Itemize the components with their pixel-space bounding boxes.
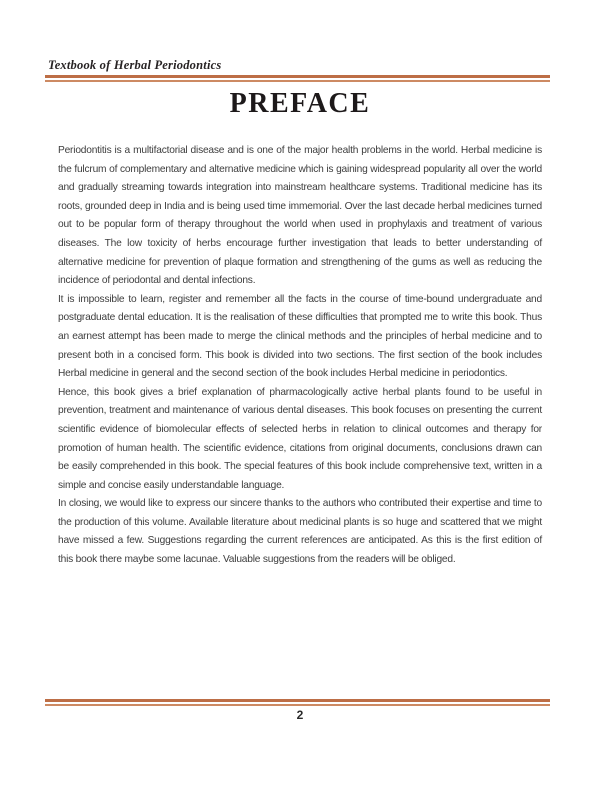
page-title: PREFACE [229, 88, 371, 119]
preface-paragraph: In closing, we would like to express our sincere thanks to the authors who contributed their expertise and time to the production of this volume. Available literature about medicinal plants is so huge and scattered that we might have missed a few. Suggestions regarding the current references are anticipated. As this is the first edition of this book there maybe some lacunae. Valuable suggestions from the readers will be obliged. [58, 498, 542, 566]
header-double-rule [45, 75, 550, 82]
preface-paragraph: Hence, this book gives a brief explanation of pharmacologically active herbal plants found to be useful in prevention, treatment and maintenance of various dental diseases. This book focuses on presenting the current scientific evidence of biomolecular effects of selected herbs in relation to clinical outcomes and therapy for promotion of human health. The scientific evidence, citations from original documents, conclusions drawn can be easily comprehended in this book. The special features of this book include comprehensive text, written in a simple and concise easily understandable language. [58, 386, 542, 491]
preface-paragraphs [58, 142, 542, 570]
running-header-book-title: Textbook of Herbal Periodontics [48, 58, 222, 72]
footer-double-rule [45, 699, 550, 706]
footer-rule-thin-line [45, 704, 550, 706]
header-rule-thin-line [45, 80, 550, 82]
preface-paragraph: It is impossible to learn, register and remember all the facts in the course of time-bound undergraduate and postgraduate dental education. It is the realisation of these difficulties that prompted me to write this book. Thus an earnest attempt has been made to merge the clinical methods and the principles of herbal medicine and to present both in a concised form. This book is divided into two sections. The first section of the book includes Herbal medicine in general and the second section of the book includes Herbal medicine in periodontics. [58, 293, 542, 380]
page-number: 2 [296, 708, 304, 722]
preface-paragraph: Periodontitis is a multifactorial disease and is one of the major health problems in the world. Herbal medicine is the fulcrum of complementary and alternative medicine which is gaining widespread popularity all over the world and gradually streaming towards integration into mainstream healthcare systems. Traditional medicine has its roots, grounded deep in India and is being used time immemorial. Over the last decade herbal medicines turned out to be popular form of therapy throughout the world when used in prophylaxis and treatment of various diseases. The low toxicity of herbs encourage further investigation that leads to better understanding of alternative medicine for prevention of plaque formation and strengthening of the gums as well as reducing the incidence of periodontal and dental infections. [58, 145, 542, 287]
